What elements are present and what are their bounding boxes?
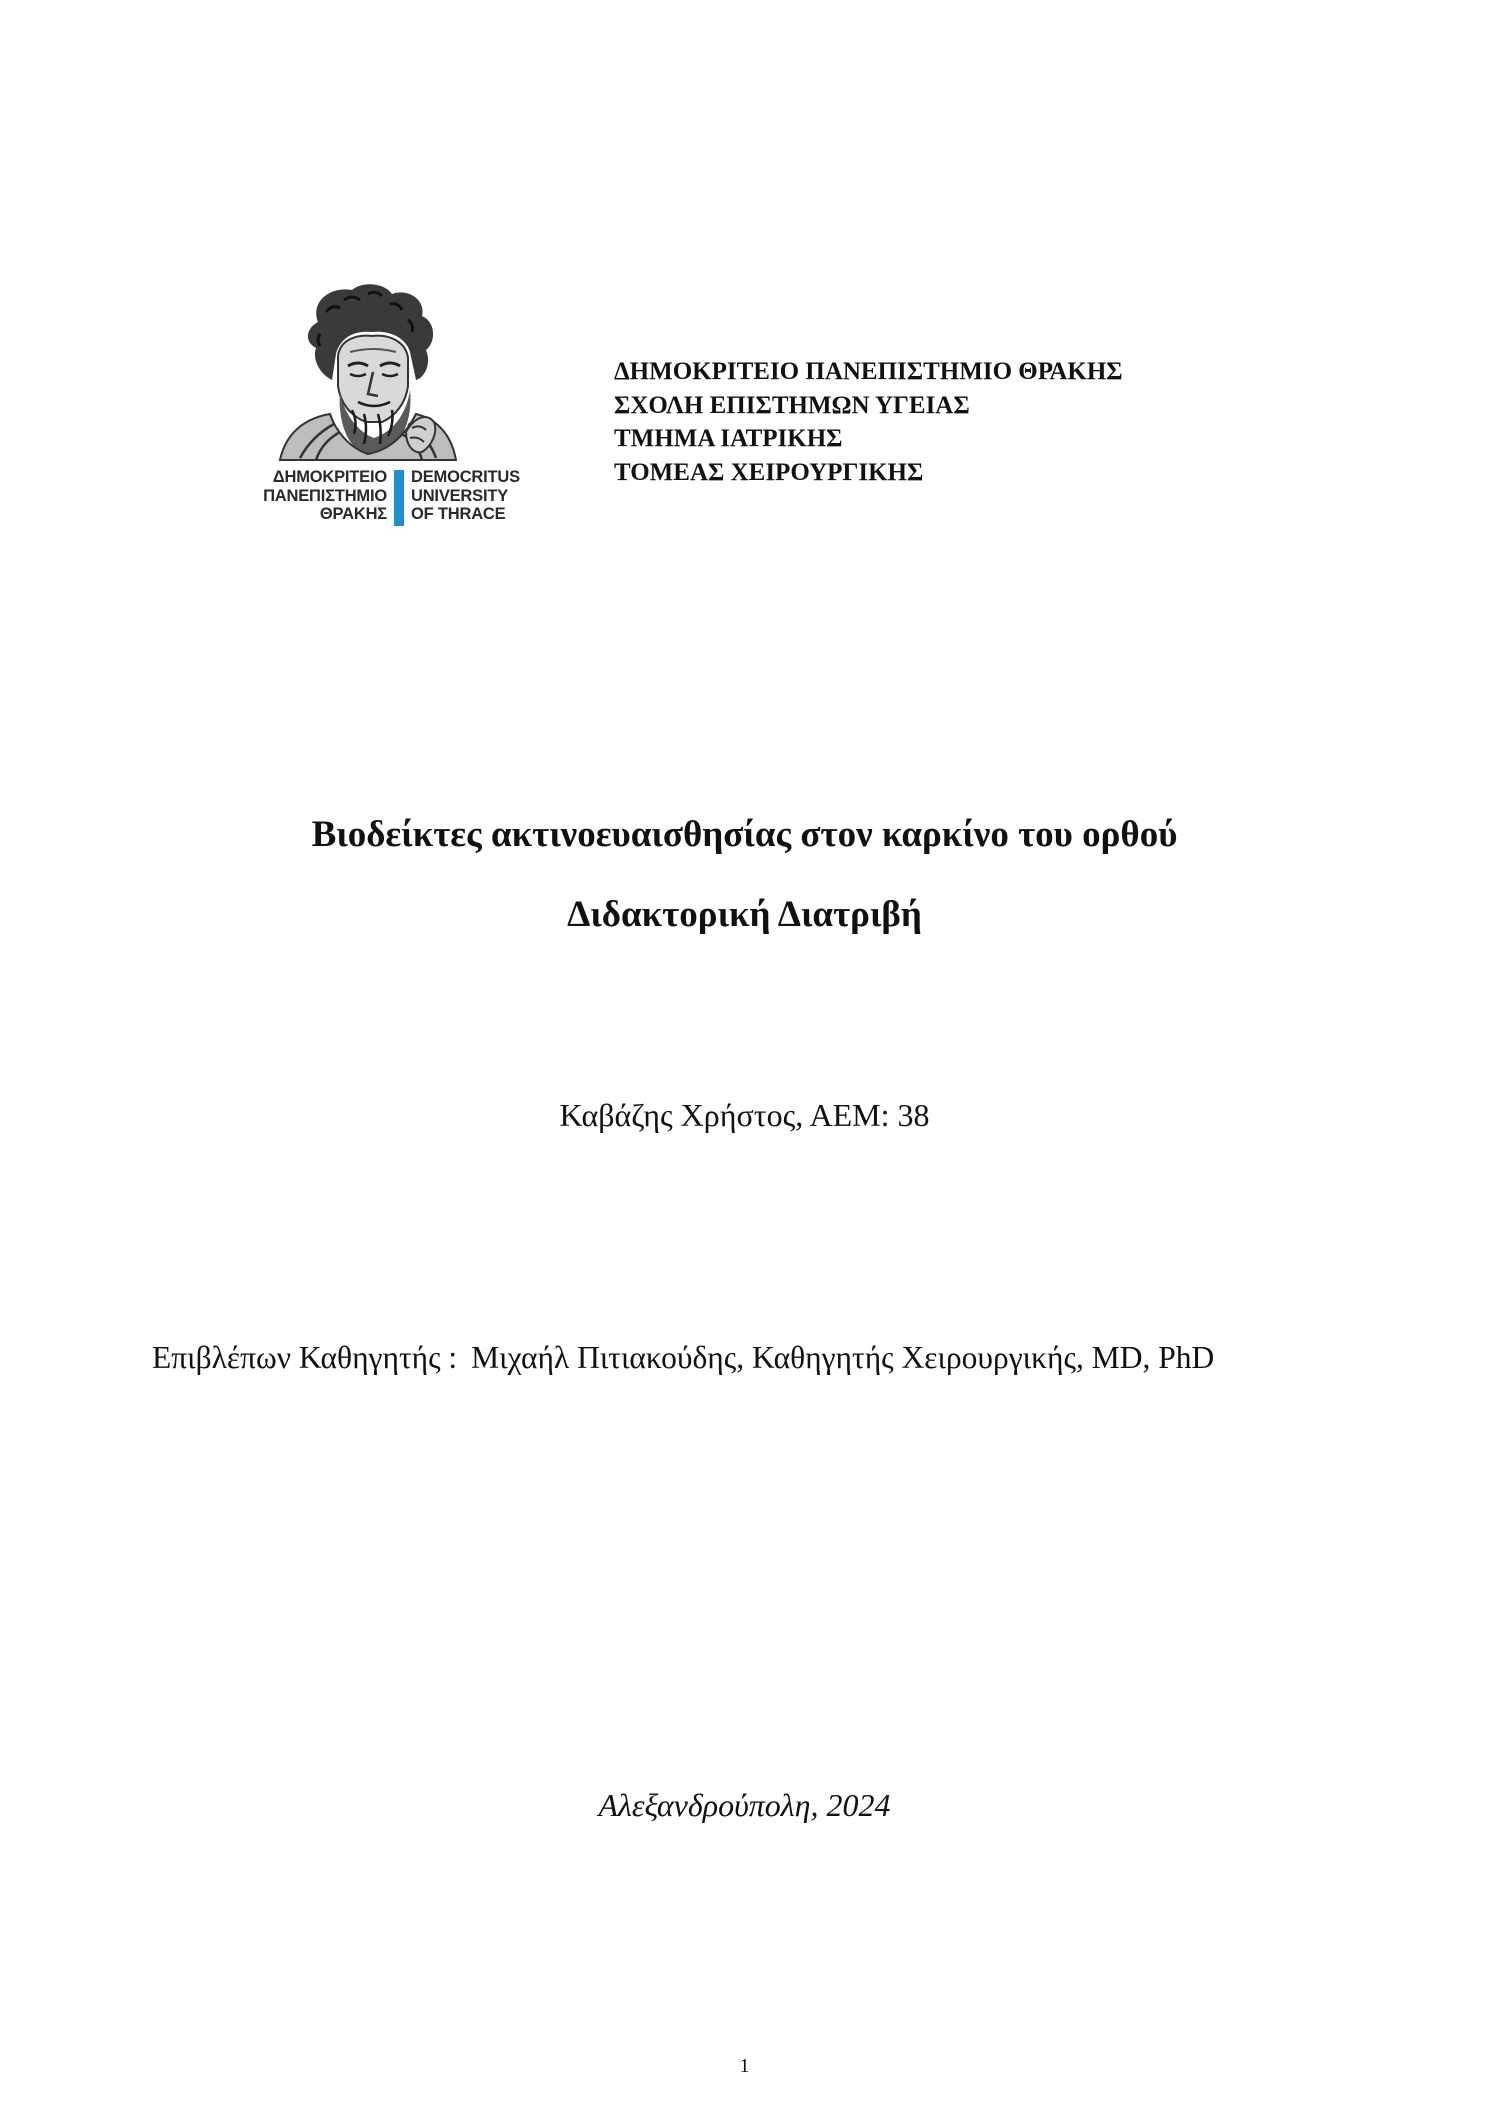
logo-english-line: OF THRACE	[411, 505, 506, 523]
logo-greek-wordmark	[240, 468, 387, 524]
democritus-portrait-icon	[240, 282, 540, 462]
page-number: 1	[739, 2055, 750, 2077]
supervisor-value: Μιχαήλ Πιτιακούδης, Καθηγητής Χειρουργικής, MD, PhD	[471, 1340, 1215, 1375]
logo-greek-line: ΔΗΜΟΚΡΙΤΕΙΟ	[272, 468, 387, 486]
logo-english-line: DEMOCRITUS	[411, 468, 520, 486]
school-name: ΣΧΟΛΗ ΕΠΙΣΤΗΜΩΝ ΥΓΕΙΑΣ	[614, 391, 970, 419]
supervisor-label: Επιβλέπων Καθηγητής :	[152, 1340, 458, 1375]
thesis-type: Διδακτορική Διατριβή	[567, 894, 922, 935]
university-logo	[240, 282, 540, 538]
logo-greek-line: ΠΑΝΕΠΙΣΤΗΜΙΟ	[263, 486, 387, 505]
division-name: ΤΟΜΕΑΣ ΧΕΙΡΟΥΡΓΙΚΗΣ	[614, 458, 924, 486]
logo-english-line: UNIVERSITY	[411, 486, 509, 505]
author-line: Καβάζης Χρήστος, ΑΕΜ: 38	[559, 1097, 930, 1133]
logo-english-wordmark	[411, 468, 540, 524]
logo-divider-bar	[394, 470, 404, 526]
supervisor-line	[152, 1340, 1214, 1376]
institution-header	[614, 355, 1123, 489]
thesis-title: Βιοδείκτες ακτινοευαισθησίας στον καρκίνο του ορθού	[311, 814, 1178, 855]
place-and-date: Αλεξανδρούπολη, 2024	[598, 1787, 891, 1823]
university-name: ΔΗΜΟΚΡΙΤΕΙΟ ΠΑΝΕΠΙΣΤΗΜΙΟ ΘΡΑΚΗΣ	[614, 358, 1123, 385]
logo-greek-line: ΘΡΑΚΗΣ	[319, 505, 387, 523]
department-name: ΤΜΗΜΑ ΙΑΤΡΙΚΗΣ	[614, 425, 843, 452]
